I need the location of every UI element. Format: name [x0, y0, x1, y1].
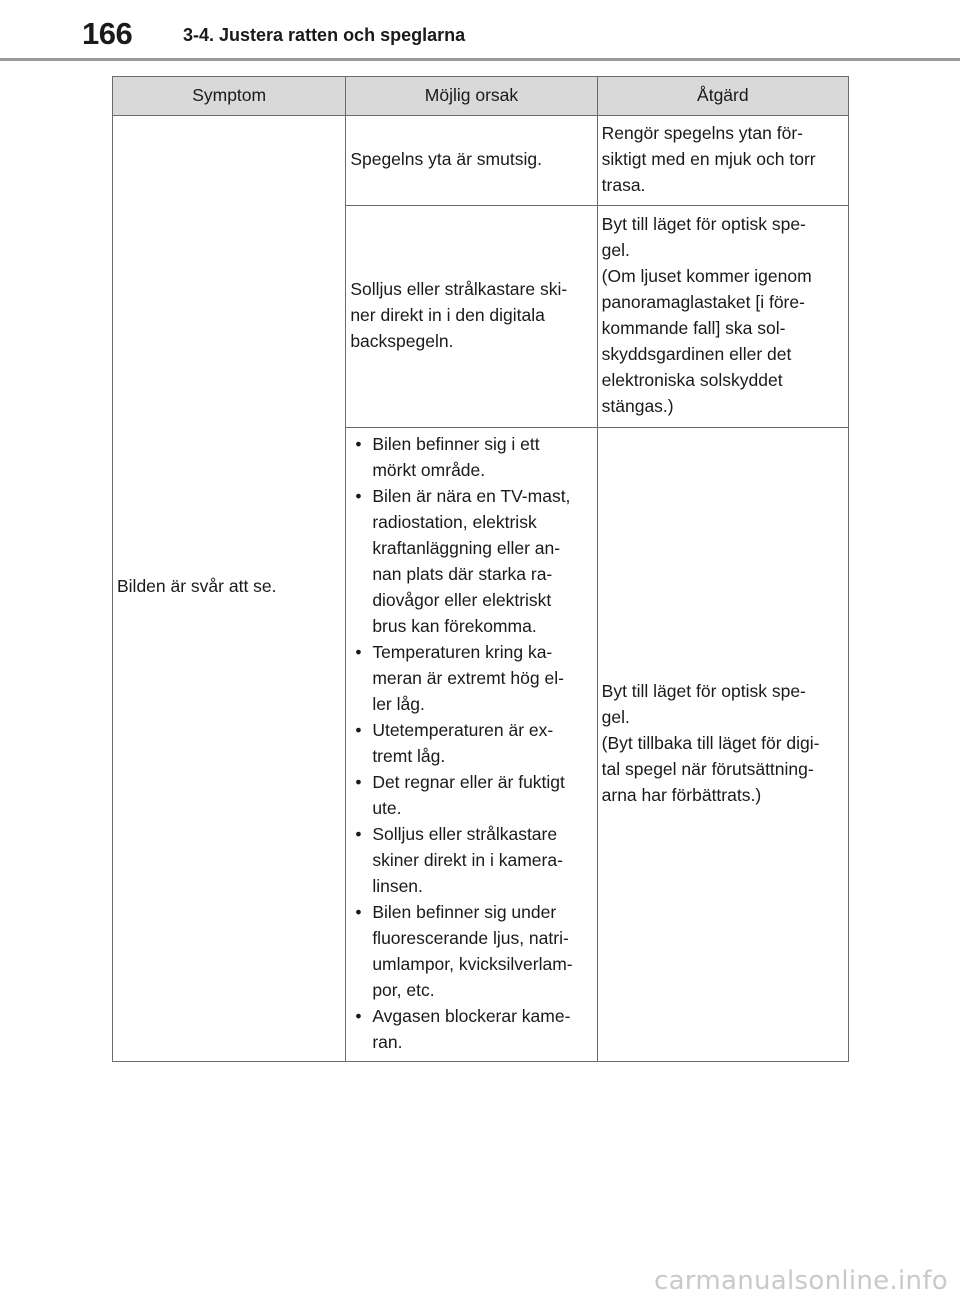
- list-item: • Det regnar eller är fuktigt ute.: [350, 769, 592, 821]
- symptom-table: [112, 76, 849, 1062]
- section-title: 3-4. Justera ratten och speglarna: [183, 25, 466, 45]
- remedy-cell: Byt till läget för optisk spe- gel. (Byt tillbaka till läget för digi- tal spegel när förutsättning- arna har förbättrats.): [597, 428, 848, 1062]
- list-item: • Bilen befinner sig under fluorescerande ljus, natri- umlampor, kvicksilverlam- por, etc.: [350, 899, 592, 1003]
- table-row: [113, 116, 849, 206]
- header-remedy: Åtgärd: [597, 77, 848, 116]
- page-number: 166: [82, 16, 133, 51]
- list-item: • Solljus eller strålkastare skiner direkt in i kamera- linsen.: [350, 821, 592, 899]
- page-header: [0, 0, 960, 62]
- symptom-cell: Bilden är svår att se.: [113, 116, 346, 1062]
- header-symptom: Symptom: [113, 77, 346, 116]
- list-item: • Bilen är nära en TV-mast, radiostation, elektrisk kraftanläggning eller an- nan plats där starka ra- diovågor eller elektriskt brus kan förekomma.: [350, 483, 592, 639]
- remedy-cell: Rengör spegelns ytan för- siktigt med en mjuk och torr trasa.: [597, 116, 848, 206]
- cause-cell: [346, 428, 597, 1062]
- cause-list: [350, 431, 592, 1055]
- header-cause: Möjlig orsak: [346, 77, 597, 116]
- table-header-row: [113, 77, 849, 116]
- cause-cell: Solljus eller strålkastare ski- ner direkt in i den digitala backspegeln.: [346, 206, 597, 428]
- remedy-cell: Byt till läget för optisk spe- gel. (Om ljuset kommer igenom panoramaglastaket [i före- kommande fall] ska sol- skyddsgardinen eller det elektroniska solskyddet stängas.): [597, 206, 848, 428]
- list-item: • Avgasen blockerar kame- ran.: [350, 1003, 592, 1055]
- list-item: • Bilen befinner sig i ett mörkt område.: [350, 431, 592, 483]
- list-item: • Temperaturen kring ka- meran är extremt hög el- ler låg.: [350, 639, 592, 717]
- header-divider: [0, 58, 960, 61]
- cause-cell: Spegelns yta är smutsig.: [346, 116, 597, 206]
- watermark: carmanualsonline.info: [653, 1266, 948, 1296]
- list-item: • Utetemperaturen är ex- tremt låg.: [350, 717, 592, 769]
